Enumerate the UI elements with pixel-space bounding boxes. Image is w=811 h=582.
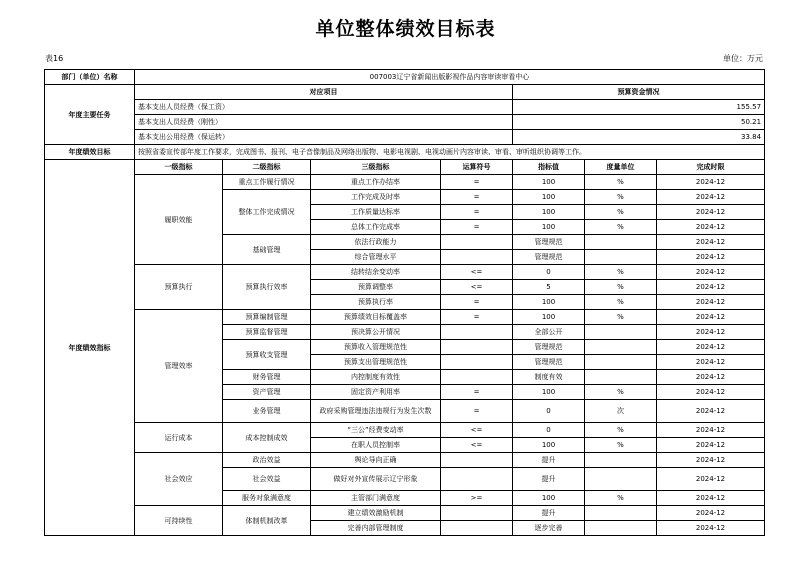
operator: >= [441, 491, 513, 506]
page-title: 单位整体绩效目标表 [315, 18, 496, 40]
measure-unit [585, 453, 657, 468]
level3-indicator: 工作完成及时率 [311, 190, 441, 205]
task-amount: 50.21 [513, 115, 765, 130]
level1-indicator: 管理效率 [135, 310, 223, 423]
deadline: 2024-12 [657, 438, 765, 453]
indicator-value: 100 [513, 175, 585, 190]
level3-indicator: 预算收入管理规范性 [311, 340, 441, 355]
measure-unit: % [585, 205, 657, 220]
indicator-value: 管理规范 [513, 355, 585, 370]
operator [441, 468, 513, 491]
indicator-value: 制度有效 [513, 370, 585, 385]
level3-indicator: 固定资产利用率 [311, 385, 441, 400]
operator: = [441, 385, 513, 400]
level3-indicator: 预决算公开情况 [311, 325, 441, 340]
level3-indicator: 重点工作办结率 [311, 175, 441, 190]
task-row [45, 115, 765, 130]
measure-unit [585, 340, 657, 355]
table-number: 表16 [45, 54, 64, 63]
indicator-value: 100 [513, 491, 585, 506]
deadline: 2024-12 [657, 190, 765, 205]
operator: = [441, 175, 513, 190]
task-item: 基本支出人员经费（保工资） [135, 100, 513, 115]
indicator-value: 提升 [513, 453, 585, 468]
level3-indicator: 综合管理水平 [311, 250, 441, 265]
level3-indicator: 预算执行率 [311, 295, 441, 310]
indicator-value: 0 [513, 265, 585, 280]
level2-indicator: 资产管理 [223, 385, 311, 400]
operator [441, 355, 513, 370]
deadline: 2024-12 [657, 453, 765, 468]
operator: = [441, 205, 513, 220]
task-item: 基本支出公用经费（保运转） [135, 130, 513, 145]
level3-indicator: 依法行政能力 [311, 235, 441, 250]
level2-indicator: 服务对象满意度 [223, 491, 311, 506]
measure-unit: % [585, 265, 657, 280]
indicator-value: 提升 [513, 506, 585, 521]
measure-unit: % [585, 190, 657, 205]
header-deadline: 完成时限 [657, 160, 765, 175]
operator: = [441, 310, 513, 325]
level1-indicator: 社会效应 [135, 453, 223, 506]
deadline: 2024-12 [657, 506, 765, 521]
deadline: 2024-12 [657, 521, 765, 536]
dept-label: 部门（单位）名称 [45, 70, 135, 85]
level3-indicator: 预算绩效目标覆盖率 [311, 310, 441, 325]
level3-indicator: 做好对外宣传展示辽宁形象 [311, 468, 441, 491]
level2-indicator: 成本控制成效 [223, 423, 311, 453]
level2-indicator: 社会效益 [223, 468, 311, 491]
level3-indicator: 建立绩效激励机制 [311, 506, 441, 521]
measure-unit [585, 521, 657, 536]
task-header-row [45, 85, 765, 100]
operator [441, 521, 513, 536]
indicator-value: 提升 [513, 468, 585, 491]
operator [441, 250, 513, 265]
indicator-value: 100 [513, 438, 585, 453]
measure-unit: % [585, 220, 657, 235]
level2-indicator: 预算编制管理 [223, 310, 311, 325]
indicator-value: 管理规范 [513, 340, 585, 355]
measure-unit: % [585, 295, 657, 310]
goal-row [45, 145, 765, 160]
deadline: 2024-12 [657, 491, 765, 506]
deadline: 2024-12 [657, 423, 765, 438]
measure-unit: % [585, 385, 657, 400]
level2-indicator: 整体工作完成情况 [223, 190, 311, 235]
deadline: 2024-12 [657, 325, 765, 340]
deadline: 2024-12 [657, 295, 765, 310]
level1-indicator: 履职效能 [135, 175, 223, 265]
level1-indicator: 运行成本 [135, 423, 223, 453]
task-row [45, 130, 765, 145]
measure-unit: % [585, 423, 657, 438]
task-item: 基本支出人员经费（刚性） [135, 115, 513, 130]
header-value: 指标值 [513, 160, 585, 175]
level3-indicator: 内控制度有效性 [311, 370, 441, 385]
measure-unit: % [585, 175, 657, 190]
indicator-value: 0 [513, 423, 585, 438]
deadline: 2024-12 [657, 280, 765, 295]
level1-indicator: 预算执行 [135, 265, 223, 310]
indicator-value: 100 [513, 190, 585, 205]
operator: <= [441, 423, 513, 438]
level2-indicator: 预算执行效率 [223, 265, 311, 310]
level2-indicator: 财务管理 [223, 370, 311, 385]
level3-indicator: 主管部门满意度 [311, 491, 441, 506]
task-budget-header: 预算资金情况 [513, 85, 765, 100]
header-l1: 一级指标 [135, 160, 223, 175]
deadline: 2024-12 [657, 175, 765, 190]
indicator-value: 100 [513, 220, 585, 235]
indicator-value: 管理规范 [513, 250, 585, 265]
indicator-row [45, 175, 765, 190]
header-l3: 三级指标 [311, 160, 441, 175]
measure-unit [585, 325, 657, 340]
level3-indicator: 结转结余变动率 [311, 265, 441, 280]
deadline: 2024-12 [657, 370, 765, 385]
level3-indicator: 工作质量达标率 [311, 205, 441, 220]
indicator-value: 全部公开 [513, 325, 585, 340]
annual-task-label: 年度主要任务 [45, 85, 135, 145]
deadline: 2024-12 [657, 265, 765, 280]
operator: = [441, 295, 513, 310]
measure-unit [585, 355, 657, 370]
measure-unit [585, 235, 657, 250]
indicator-row [45, 265, 765, 280]
operator: <= [441, 265, 513, 280]
task-item-header: 对应项目 [135, 85, 513, 100]
header-unit: 度量单位 [585, 160, 657, 175]
unit-label: 单位：万元 [723, 54, 763, 63]
task-amount: 155.57 [513, 100, 765, 115]
indicator-value: 逐步完善 [513, 521, 585, 536]
deadline: 2024-12 [657, 340, 765, 355]
performance-table [44, 69, 765, 536]
goal-text: 按照省委宣传部年度工作要求，完成图书、报刊、电子音像制品及网络出版物、电影电视剧、电视动画片内容审读、审看、审听组织协调等工作。 [135, 145, 765, 160]
deadline: 2024-12 [657, 310, 765, 325]
level3-indicator: 预算调整率 [311, 280, 441, 295]
level3-indicator: “三公”经费变动率 [311, 423, 441, 438]
measure-unit [585, 370, 657, 385]
deadline: 2024-12 [657, 205, 765, 220]
indicator-value: 管理规范 [513, 235, 585, 250]
deadline: 2024-12 [657, 250, 765, 265]
dept-value: 007003辽宁省新闻出版影视作品内容审读审看中心 [135, 70, 765, 85]
level3-indicator: 舆论导向正确 [311, 453, 441, 468]
level2-indicator: 业务管理 [223, 400, 311, 423]
measure-unit [585, 506, 657, 521]
level2-indicator: 政治效益 [223, 453, 311, 468]
operator [441, 506, 513, 521]
indicator-row [45, 310, 765, 325]
deadline: 2024-12 [657, 235, 765, 250]
operator [441, 340, 513, 355]
level2-indicator: 预算收支管理 [223, 340, 311, 370]
indicator-header-row [45, 160, 765, 175]
level2-indicator: 重点工作履行情况 [223, 175, 311, 190]
operator: = [441, 220, 513, 235]
dept-row [45, 70, 765, 85]
operator: <= [441, 280, 513, 295]
operator [441, 325, 513, 340]
level1-indicator: 可持续性 [135, 506, 223, 536]
measure-unit: % [585, 438, 657, 453]
indicator-row [45, 506, 765, 521]
operator: = [441, 190, 513, 205]
task-amount: 33.84 [513, 130, 765, 145]
level3-indicator: 完善内部管理制度 [311, 521, 441, 536]
header-l2: 二级指标 [223, 160, 311, 175]
task-row [45, 100, 765, 115]
level3-indicator: 预算支出管理规范性 [311, 355, 441, 370]
deadline: 2024-12 [657, 355, 765, 370]
level2-indicator: 体制机制改革 [223, 506, 311, 536]
operator [441, 453, 513, 468]
level2-indicator: 基础管理 [223, 235, 311, 265]
operator [441, 370, 513, 385]
level3-indicator: 总体工作完成率 [311, 220, 441, 235]
level2-indicator: 预算监督管理 [223, 325, 311, 340]
measure-unit: % [585, 310, 657, 325]
indicator-value: 0 [513, 400, 585, 423]
indicator-label: 年度绩效指标 [45, 160, 135, 536]
goal-label: 年度绩效目标 [45, 145, 135, 160]
deadline: 2024-12 [657, 220, 765, 235]
deadline: 2024-12 [657, 468, 765, 491]
measure-unit [585, 250, 657, 265]
level3-indicator: 在职人员控制率 [311, 438, 441, 453]
measure-unit [585, 468, 657, 491]
indicator-value: 100 [513, 310, 585, 325]
operator [441, 235, 513, 250]
indicator-value: 100 [513, 385, 585, 400]
header-operator: 运算符号 [441, 160, 513, 175]
deadline: 2024-12 [657, 400, 765, 423]
measure-unit: % [585, 280, 657, 295]
indicator-value: 5 [513, 280, 585, 295]
indicator-row [45, 453, 765, 468]
measure-unit: 次 [585, 400, 657, 423]
indicator-value: 100 [513, 295, 585, 310]
indicator-value: 100 [513, 205, 585, 220]
operator: <= [441, 438, 513, 453]
deadline: 2024-12 [657, 385, 765, 400]
measure-unit: % [585, 491, 657, 506]
indicator-row [45, 423, 765, 438]
level3-indicator: 政府采购管理违法违规行为发生次数 [311, 400, 441, 423]
operator: = [441, 400, 513, 423]
